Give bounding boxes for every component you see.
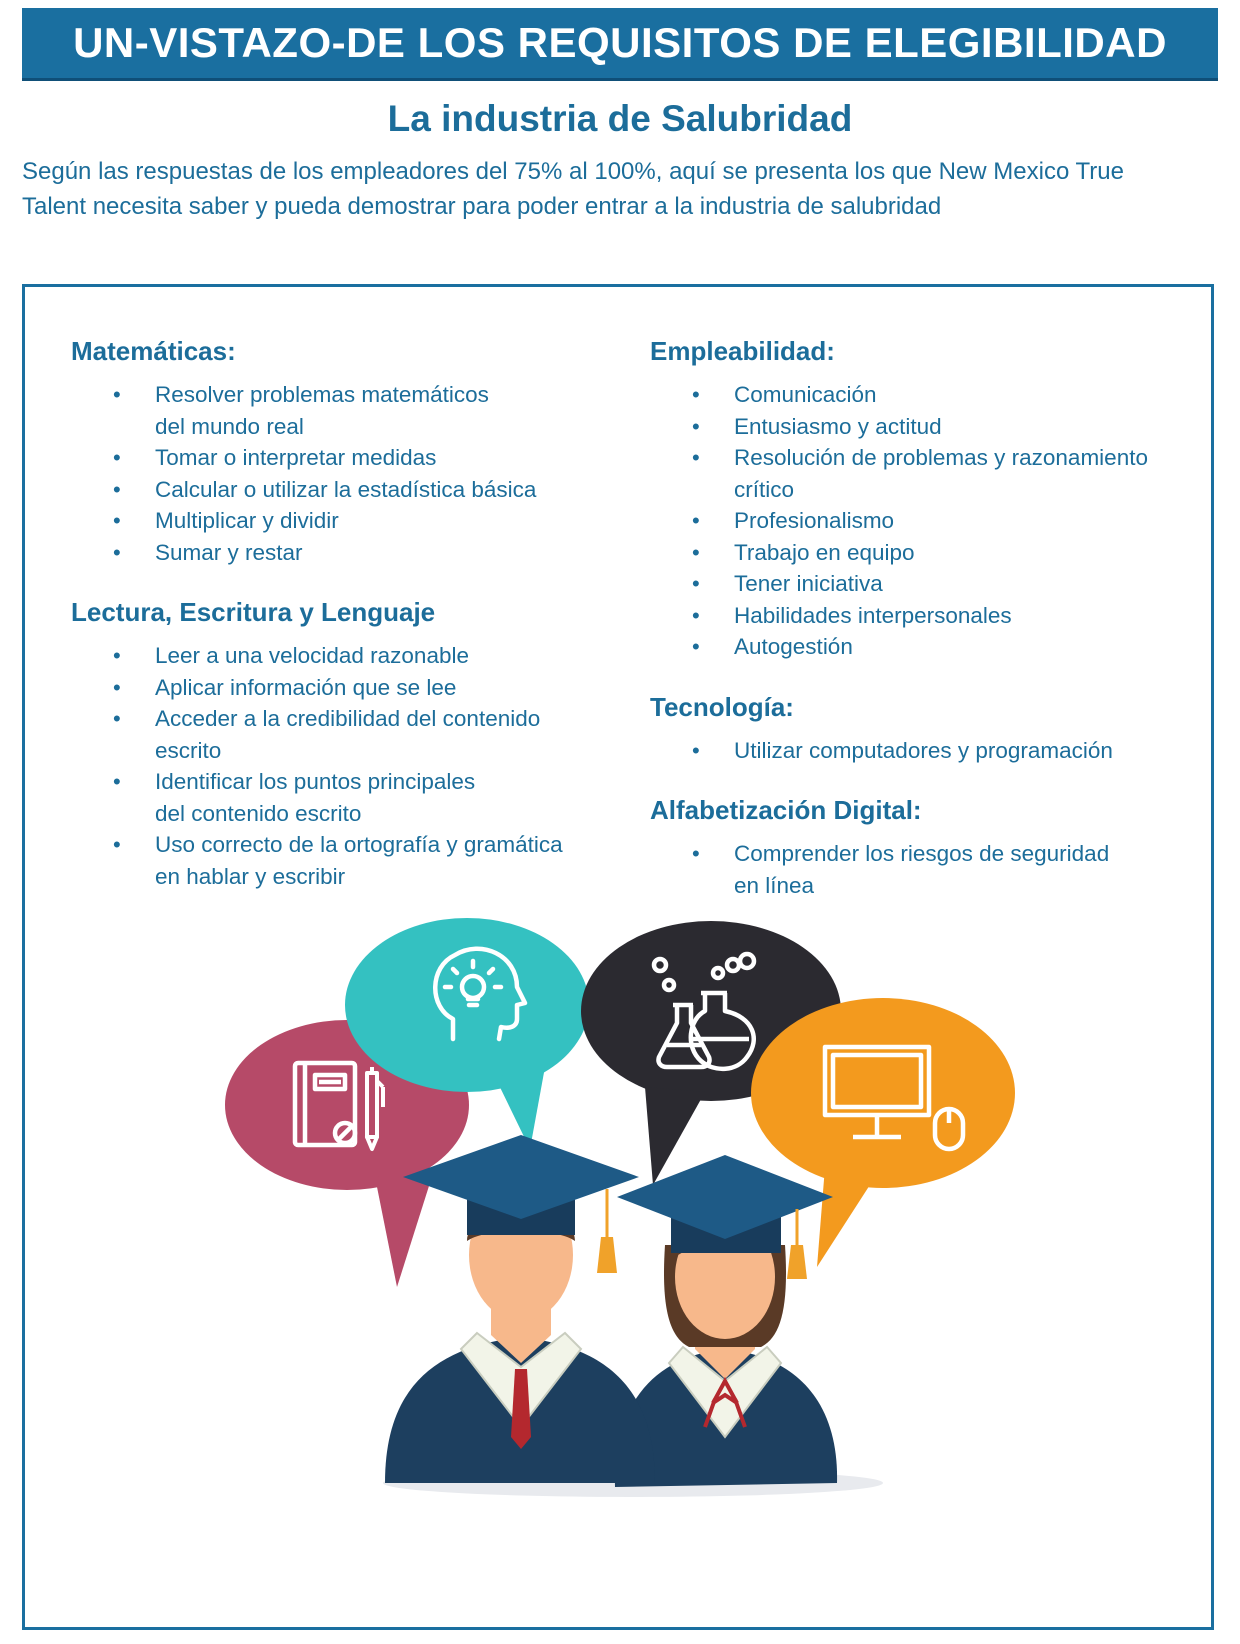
intro-text (22, 154, 1222, 224)
title-banner (22, 8, 1218, 81)
section-title-math: Matemáticas: (71, 336, 236, 366)
speech-bubble-computer (751, 998, 1015, 1267)
list-item: • Profesionalismo (650, 505, 1210, 537)
page-subtitle: La industria de Salubridad (387, 98, 853, 139)
list-item: • Acceder a la credibilidad del contenido (71, 703, 631, 735)
section-title-employability: Empleabilidad: (650, 336, 835, 366)
list-item-continuation: en hablar y escribir (155, 863, 346, 889)
graduates-illustration (25, 287, 1211, 1627)
list-item: • Tener iniciativa (650, 568, 1210, 600)
requirements-panel (22, 284, 1214, 1630)
list-item: • Comprender los riesgos de seguridad (650, 838, 1210, 870)
list-item-continuation: del mundo real (155, 413, 304, 439)
list-item: • Calcular o utilizar la estadística básica (71, 474, 631, 506)
list-item: • Resolver problemas matemáticos (71, 379, 631, 411)
section-title-reading: Lectura, Escritura y Lenguaje (71, 597, 436, 627)
section-title-technology: Tecnología: (650, 691, 794, 722)
list-item-continuation: en línea (734, 872, 815, 898)
list-item: • Comunicación (650, 379, 1210, 411)
list-item: • Tomar o interpretar medidas (71, 442, 631, 474)
list-item-continuation: escrito (155, 737, 222, 763)
list-item: • Autogestión (650, 631, 1210, 663)
list-item: • Aplicar información que se lee (71, 672, 631, 704)
page-title: UN-VISTAZO-DE LOS REQUISITOS DE ELEGIBILIDAD (73, 19, 1167, 66)
list-item: • Leer a una velocidad razonable (71, 640, 631, 672)
list-item: • Resolución de problemas y razonamiento (650, 442, 1210, 474)
section-title-digital: Alfabetización Digital: (650, 795, 922, 825)
list-item: • Identificar los puntos principales (71, 766, 631, 798)
list-item-continuation: crítico (734, 476, 795, 502)
list-item: • Entusiasmo y actitud (650, 411, 1210, 443)
list-item: • Sumar y restar (71, 537, 631, 569)
list-item: • Utilizar computadores y programación (650, 735, 1210, 767)
list-item-continuation: del contenido escrito (155, 800, 362, 826)
intro-line-1: Según las respuestas de los empleadores del 75% al 100%, aquí se presenta los que New Mexico True (22, 158, 1124, 185)
list-item: • Uso correcto de la ortografía y gramática (71, 829, 631, 861)
list-item: • Habilidades interpersonales (650, 600, 1210, 632)
list-item: • Multiplicar y dividir (71, 505, 631, 537)
intro-line-2: Talent necesita saber y pueda demostrar para poder entrar a la industria de salubridad (22, 193, 942, 220)
list-item: • Trabajo en equipo (650, 537, 1210, 569)
